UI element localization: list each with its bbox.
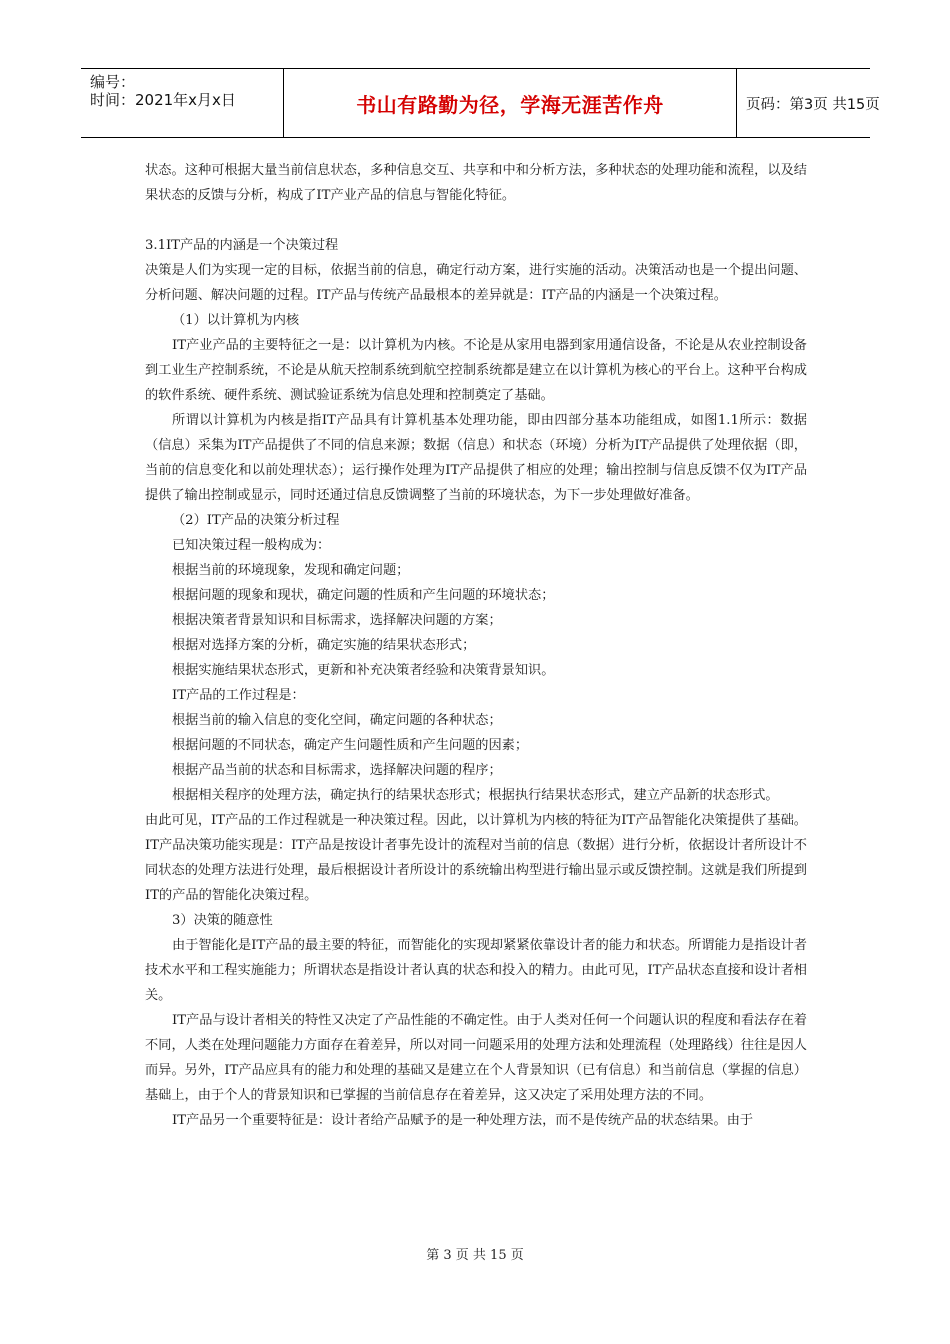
list-item: 根据决策者背景知识和目标需求，选择解决问题的方案； [172, 613, 502, 628]
section-heading-3-1: 3.1IT产品的内涵是一个决策过程 [145, 238, 339, 253]
list-item: 根据问题的不同状态，确定产生问题性质和产生问题的因素； [172, 738, 529, 753]
page-footer: 第 3 页 共 15 页 [426, 1248, 524, 1263]
paragraph: 由于智能化是IT产品的最主要的特征，而智能化的实现却紧紧依靠设计者的能力和状态。所谓能力是指设计者技术水平和工程实施能力；所谓状态是指设计者认真的状态和投入的精力。由此可见，IT产品状态直接和设计者相关。 [145, 938, 807, 1003]
document-date-label: 时间：2021年x月x日 [90, 91, 236, 109]
header-meta-cell [81, 69, 283, 137]
header-motto-cell [283, 69, 737, 137]
list-item: 根据当前的环境现象，发现和确定问题； [172, 563, 410, 578]
subsection-heading-3: 3）决策的随意性 [172, 913, 273, 928]
header-page-number: 页码：第3页 共15页 [746, 96, 880, 113]
paragraph: 所谓以计算机为内核是指IT产品具有计算机基本处理功能，即由四部分基本功能组成，如图1.1所示：数据（信息）采集为IT产品提供了不同的信息来源；数据（信息）和状态（环境）分析为IT产品提供了处理依据（即，当前的信息变化和以前处理状态）；运行操作处理为IT产品提供了相应的处理；输出控制与信息反馈不仅为IT产品提供了输出控制或显示，同时还通过信息反馈调整了当前的环境状态，为下一步处理做好准备。 [145, 413, 807, 503]
document-body [145, 158, 807, 1133]
list-intro: 已知决策过程一般构成为： [172, 538, 331, 553]
list-item: 根据实施结果状态形式，更新和补充决策者经验和决策背景知识。 [172, 663, 555, 678]
list-item: 根据相关程序的处理方法，确定执行的结果状态形式；根据执行结果状态形式，建立产品新的状态形式。 [172, 788, 779, 803]
list-item: 根据当前的输入信息的变化空间，确定问题的各种状态； [172, 713, 502, 728]
document-header [81, 68, 880, 138]
paragraph-continuation: 状态。这种可根据大量当前信息状态，多种信息交互、共享和中和分析方法，多种状态的处理功能和流程，以及结果状态的反馈与分析，构成了IT产业产品的信息与智能化特征。 [145, 163, 807, 203]
paragraph: IT产业产品的主要特征之一是：以计算机为内核。不论是从家用电器到家用通信设备，不论是从农业控制设备到工业生产控制系统，不论是从航天控制系统到航空控制系统都是建立在以计算机为核心的平台上。这种平台构成的软件系统、硬件系统、测试验证系统为信息处理和控制奠定了基础。 [145, 338, 807, 403]
paragraph-continues: IT产品另一个重要特征是：设计者给产品赋予的是一种处理方法，而不是传统产品的状态结果。由于 [172, 1113, 754, 1128]
document-number-label: 编号： [90, 73, 136, 91]
subsection-heading-1: （1）以计算机为内核 [172, 313, 300, 328]
list-item: 根据问题的现象和现状，确定问题的性质和产生问题的环境状态； [172, 588, 555, 603]
list-item: 根据对选择方案的分析，确定实施的结果状态形式； [172, 638, 476, 653]
paragraph: 决策是人们为实现一定的目标，依据当前的信息，确定行动方案，进行实施的活动。决策活动也是一个提出问题、分析问题、解决问题的过程。IT产品与传统产品最根本的差异就是：IT产品的内涵是一个决策过程。 [145, 263, 807, 303]
header-motto: 书山有路勤为径，学海无涯苦作舟 [356, 92, 664, 117]
header-page-cell [736, 69, 880, 137]
paragraph: IT产品与设计者相关的特性又决定了产品性能的不确定性。由于人类对任何一个问题认识的程度和看法存在着不同，人类在处理问题能力方面存在着差异，所以对同一问题采用的处理方法和处理流程（处理路线）往往是因人而异。另外，IT产品应具有的能力和处理的基础又是建立在个人背景知识（已有信息）和当前信息（掌握的信息）基础上，由于个人的背景知识和已掌握的当前信息存在着差异，这又决定了采用处理方法的不同。 [145, 1013, 807, 1103]
paragraph: 由此可见，IT产品的工作过程就是一种决策过程。因此，以计算机为内核的特征为IT产品智能化决策提供了基础。IT产品决策功能实现是：IT产品是按设计者事先设计的流程对当前的信息（数据）进行分析，依据设计者所设计不同状态的处理方法进行处理，最后根据设计者所设计的系统输出构型进行输出显示或反馈控制。这就是我们所提到IT的产品的智能化决策过程。 [145, 813, 807, 903]
list-item: 根据产品当前的状态和目标需求，选择解决问题的程序； [172, 763, 502, 778]
subsection-heading-2: （2）IT产品的决策分析过程 [172, 513, 340, 528]
list-intro: IT产品的工作过程是： [172, 688, 305, 703]
